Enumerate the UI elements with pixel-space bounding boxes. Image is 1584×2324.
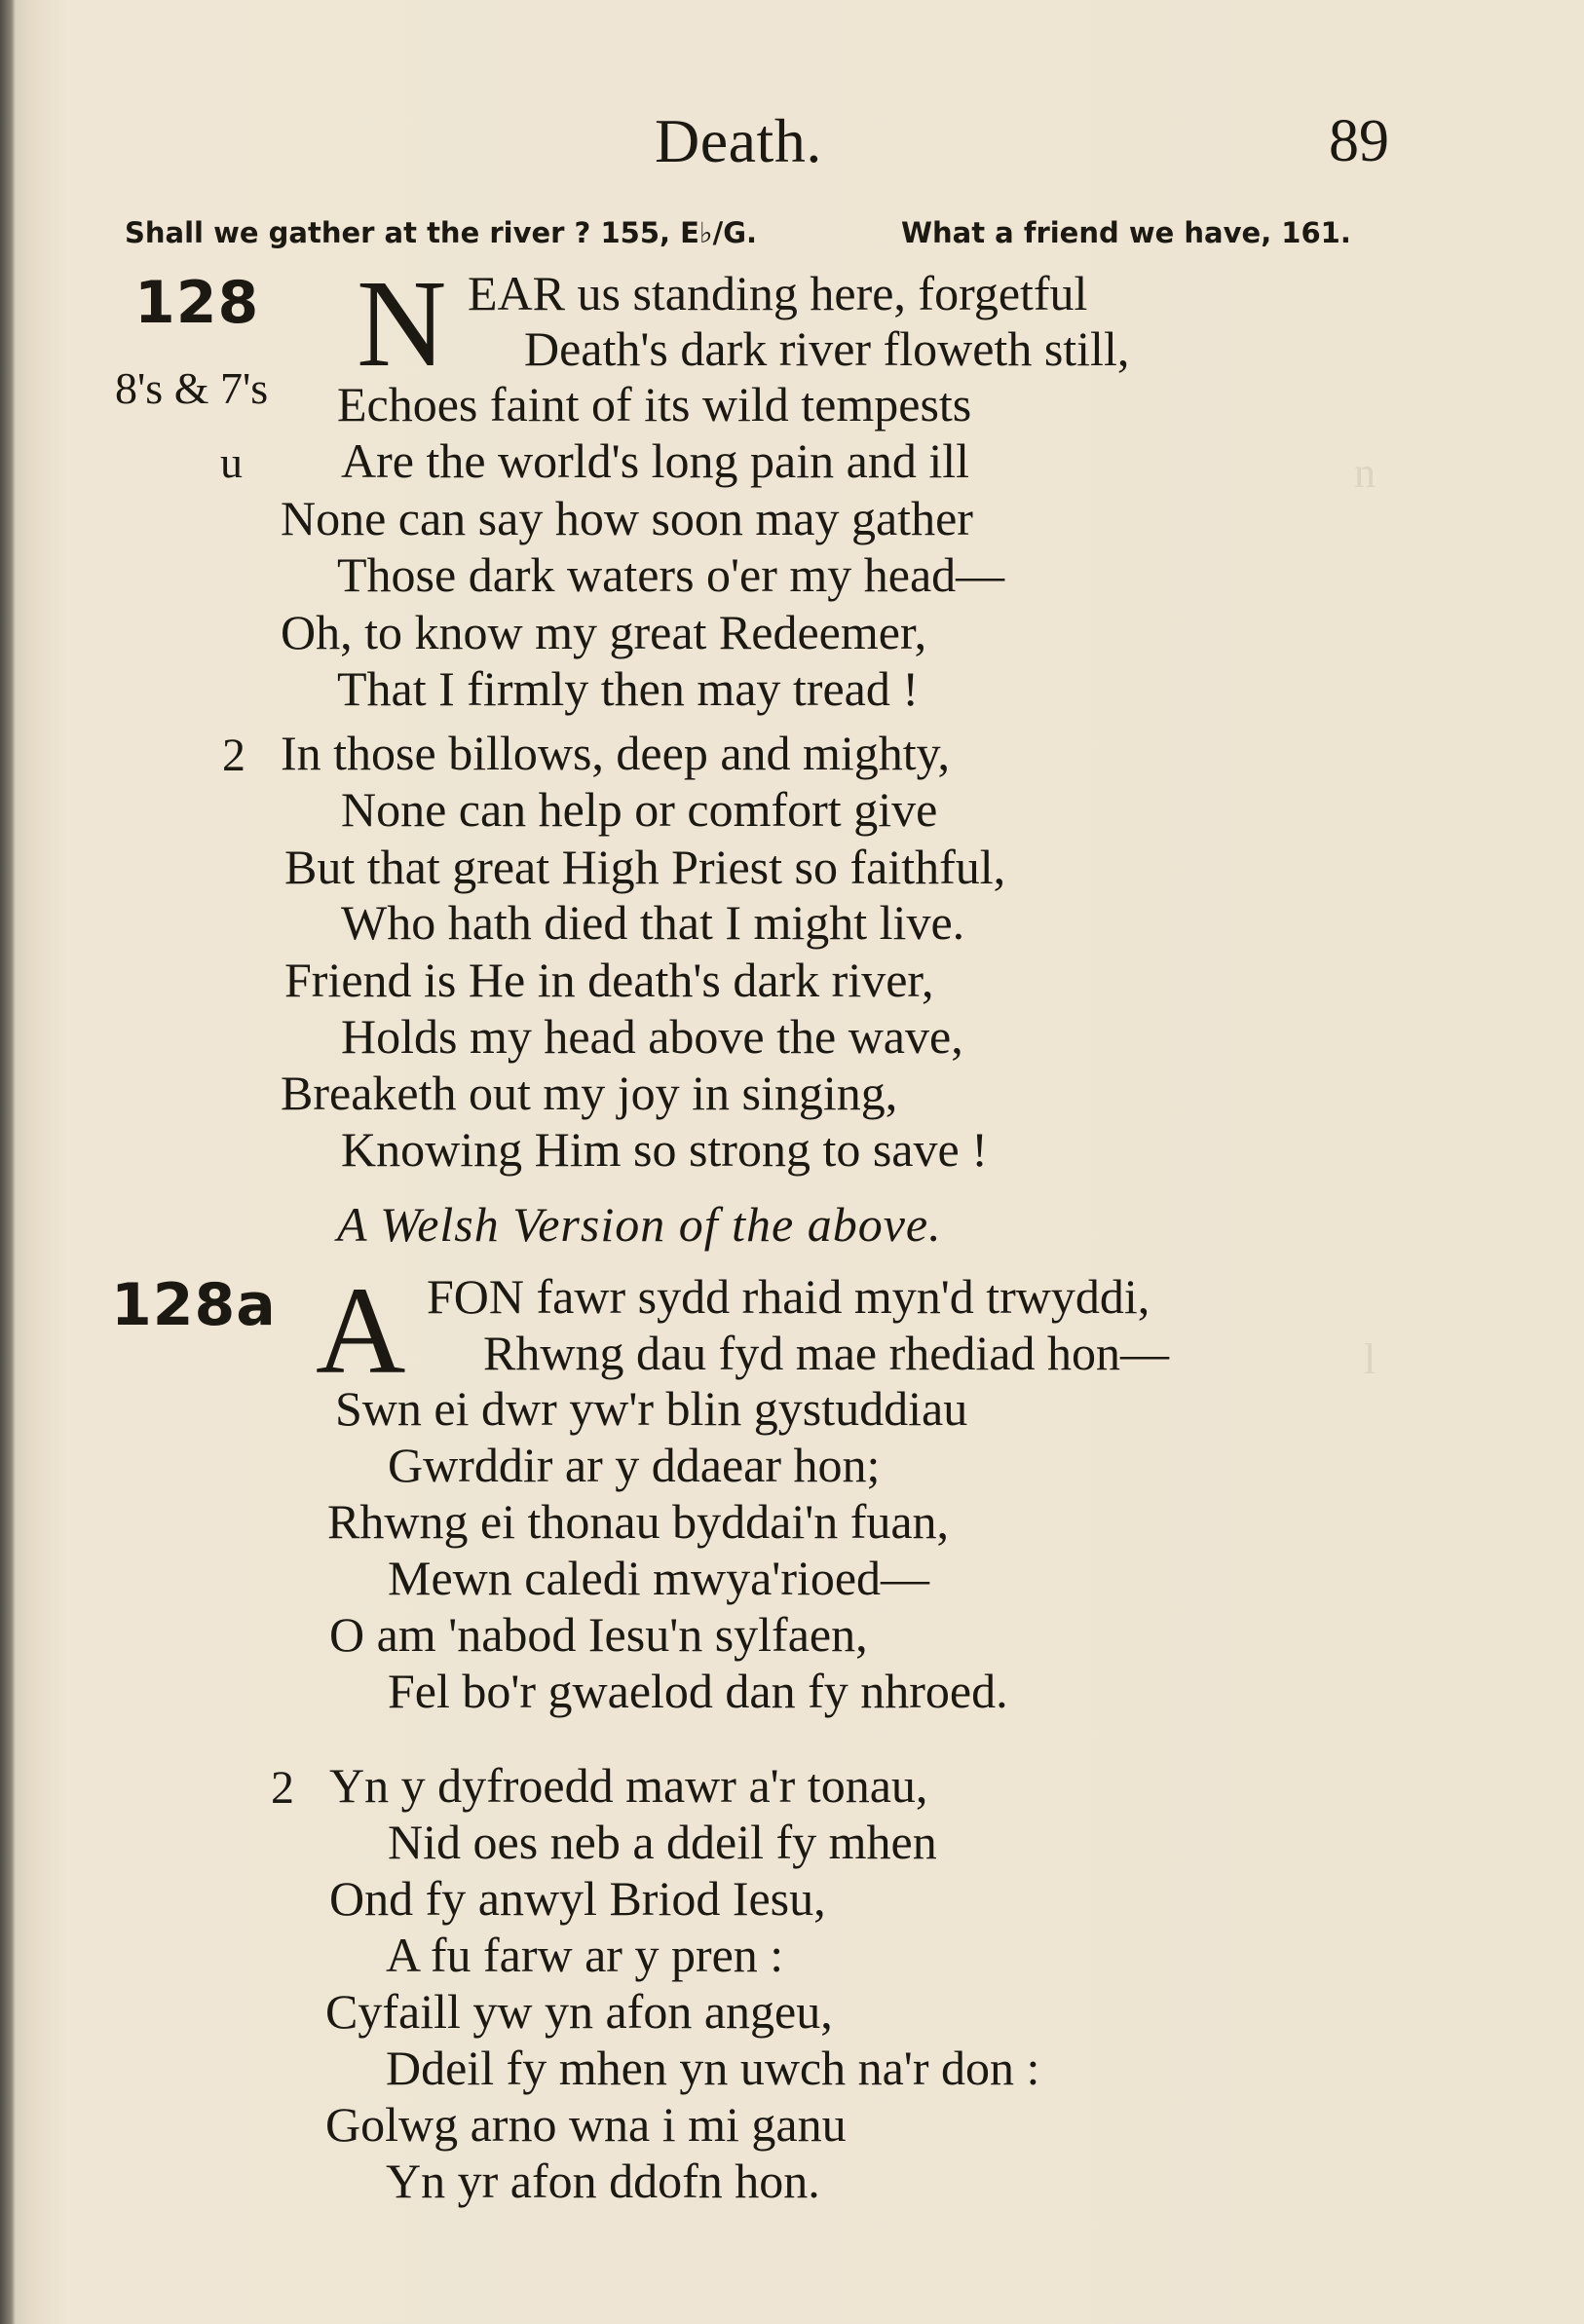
hymn-line: FON fawr sydd rhaid myn'd trwyddi, xyxy=(427,1269,1150,1324)
hymn-line: Holds my head above the wave, xyxy=(341,1009,963,1064)
hymn-line: EAR us standing here, forgetful xyxy=(468,266,1088,320)
hymn-line: Friend is He in death's dark river, xyxy=(284,953,934,1007)
hymn-line: Fel bo'r gwaelod dan fy nhroed. xyxy=(388,1664,1008,1718)
section-caption: A Welsh Version of the above. xyxy=(337,1197,942,1252)
hymn-line: Cyfaill yw yn afon angeu, xyxy=(325,1984,833,2039)
hymn-line: Who hath died that I might live. xyxy=(341,895,965,950)
page-title: Death. xyxy=(655,106,822,175)
hymn-line: Yn y dyfroedd mawr a'r tonau, xyxy=(329,1758,928,1813)
binding-gutter xyxy=(0,0,16,2324)
show-through: n xyxy=(1354,449,1376,497)
hymn-line: Ddeil fy mhen yn uwch na'r don : xyxy=(386,2041,1040,2095)
hymn-line: Ond fy anwyl Briod Iesu, xyxy=(329,1871,826,1926)
hymn-line: Mewn caledi mwya'rioed— xyxy=(388,1551,930,1605)
page-number: 89 xyxy=(1329,108,1389,174)
hymn-line: O am 'nabod Iesu'n sylfaen, xyxy=(329,1607,868,1662)
hymn-line: Yn yr afon ddofn hon. xyxy=(386,2154,820,2208)
hymn-line: Those dark waters o'er my head— xyxy=(337,547,1005,602)
cross-reference-left: Shall we gather at the river ? 155, E♭/G. xyxy=(125,216,758,249)
hymn-line: That I firmly then may tread ! xyxy=(337,661,919,716)
verse-number: 2 xyxy=(271,1762,294,1814)
hymn-number: 128 xyxy=(134,269,260,337)
hymn-meter: 8's & 7's xyxy=(115,363,269,413)
hymn-line: Golwg arno wna i mi ganu xyxy=(325,2097,847,2152)
hymn-line: Rhwng dau fyd mae rhediad hon— xyxy=(483,1326,1170,1380)
hymn-line: Rhwng ei thonau byddai'n fuan, xyxy=(327,1494,950,1549)
hymn-line: Echoes faint of its wild tempests xyxy=(337,377,972,431)
hymn-line: Death's dark river floweth still, xyxy=(524,321,1130,376)
hymn-line: Swn ei dwr yw'r blin gystuddiau xyxy=(335,1381,968,1436)
hymn-line: Are the world's long pain and ill xyxy=(341,433,969,488)
hymn-line: But that great High Priest so faithful, xyxy=(284,840,1006,894)
hymn-line: In those billows, deep and mighty, xyxy=(281,726,950,780)
show-through: l xyxy=(1364,1335,1377,1383)
tune-marker: u xyxy=(220,437,243,487)
hymn-line: Knowing Him so strong to save ! xyxy=(341,1122,988,1177)
hymn-line: None can say how soon may gather xyxy=(281,491,973,545)
cross-reference-right: What a friend we have, 161. xyxy=(901,216,1351,249)
hymn-line: Nid oes neb a ddeil fy mhen xyxy=(388,1815,937,1869)
hymn-line: None can help or comfort give xyxy=(341,782,938,837)
drop-cap: N xyxy=(357,254,447,393)
hymn-number: 128a xyxy=(111,1271,277,1339)
drop-cap: A xyxy=(316,1261,406,1400)
verse-number: 2 xyxy=(222,730,245,781)
hymn-line: A fu farw ar y pren : xyxy=(386,1928,784,1982)
hymn-line: Gwrddir ar y ddaear hon; xyxy=(388,1438,881,1492)
hymn-line: Breaketh out my joy in singing, xyxy=(281,1066,898,1120)
hymn-line: Oh, to know my great Redeemer, xyxy=(281,605,927,659)
